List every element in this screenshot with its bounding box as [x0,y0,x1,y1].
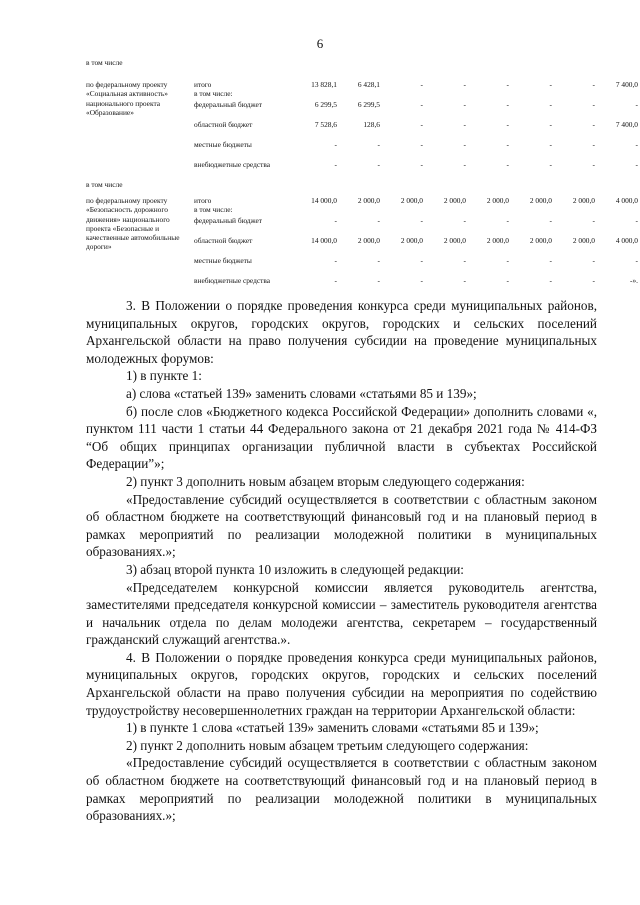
funding-category: местные бюджеты [194,140,252,149]
paragraph: 3) абзац второй пункта 10 изложить в следующей редакции: [126,561,464,577]
amount-cell: 4 000,0 [615,196,638,205]
paragraph: «Предоставление субсидий осуществляется в соответствии с областным законом об областном бюджете на соответствующий финансовый год и на плановый период в рамках мероприятий по реализации молодежной политики в муниципальных образованиях.»; [86,755,597,824]
amount-cell: - [420,160,423,169]
amount-cell: -». [629,276,638,285]
amount-cell: - [506,216,509,225]
amount-cell: - [592,160,595,169]
amount-cell: - [463,276,466,285]
amount-cell: - [506,276,509,285]
amount-cell: - [592,120,595,129]
amount-cell: - [463,120,466,129]
funding-category: внебюджетные средства [194,276,271,285]
amount-cell: 6 299,5 [314,100,337,109]
budget-row [86,196,638,216]
amount-cell: 2 000,0 [529,196,552,205]
amount-cell: 2 000,0 [443,196,466,205]
amount-cell: - [420,256,423,265]
amount-cell: - [592,140,595,149]
project-name: по федеральному проекту «Безопасность дорожного движения» национального проекта «Безопасные и качественные автомобильные дороги» [86,196,180,252]
amount-cell: - [420,216,423,225]
amount-cell: - [549,276,552,285]
amount-cell: 4 000,0 [615,236,638,245]
paragraph: 3. В Положении о порядке проведения конкурса среди муниципальных районов, муниципальных округов, городских округов, городских и сельских поселений Архангельской области на право получения субсидии на проведение муниципальных молодежных форумов: [86,298,597,366]
amount-cell: - [334,216,337,225]
amount-cell: 2 000,0 [400,236,423,245]
paragraph: 2) пункт 2 дополнить новым абзацем третьим следующего содержания: [126,737,529,753]
amount-cell: 6 428,1 [357,80,380,89]
project-name: по федеральному проекту «Социальная активность» национального проекта «Образование» [86,80,168,117]
amount-cell: 2 000,0 [400,196,423,205]
amount-cell: - [334,160,337,169]
amount-cell: 2 000,0 [572,196,595,205]
amount-cell: - [420,120,423,129]
amount-cell: 2 000,0 [443,236,466,245]
amount-cell: - [377,216,380,225]
amount-cell: - [377,160,380,169]
amount-cell: - [549,160,552,169]
amount-cell: - [420,100,423,109]
amount-cell: - [635,140,638,149]
amount-cell: - [549,216,552,225]
funding-category: областной бюджет [194,120,253,129]
amount-cell: - [506,80,509,89]
amount-cell: - [635,216,638,225]
amount-cell: - [549,140,552,149]
amount-cell: - [549,100,552,109]
amount-cell: - [334,276,337,285]
funding-category: областной бюджет [194,236,253,245]
budget-row [86,80,638,100]
paragraph: 4. В Положении о порядке проведения конкурса среди муниципальных районов, муниципальных округов, городских округов, городских и сельских поселений Архангельской области на право получения субсидии на мероприятия по содействию трудоустройству несовершеннолетних граждан на территории Архангельской области: [86,649,597,718]
amount-cell: - [592,216,595,225]
amount-cell: - [463,256,466,265]
funding-category: итого в том числе: [194,80,233,99]
paragraph: 1) в пункте 1: [126,368,202,384]
amount-cell: - [549,120,552,129]
amount-cell: - [506,140,509,149]
amount-cell: - [592,276,595,285]
amount-cell: - [377,276,380,285]
amount-cell: - [506,120,509,129]
page-number: 6 [316,36,324,51]
amount-cell: - [592,100,595,109]
amount-cell: - [377,140,380,149]
paragraph: «Председателем конкурсной комиссии является руководитель агентства, заместителями председателя конкурсной комиссии – заместитель руководителя агентства и начальник отдела по делам молодежи агентства, секретарем – государственный гражданский служащий агентства.». [86,579,597,648]
amount-cell: 14 000,0 [311,196,337,205]
amount-cell: 2 000,0 [486,236,509,245]
funding-category: итого в том числе: [194,196,233,215]
section1-label: в том числе [86,58,123,67]
amount-cell: - [549,80,552,89]
amount-cell: - [377,256,380,265]
amount-cell: - [635,160,638,169]
amount-cell: - [420,276,423,285]
amount-cell: - [334,140,337,149]
amount-cell: 128,6 [363,120,380,129]
paragraph: б) после слов «Бюджетного кодекса Российской Федерации» дополнить словами «, пунктом 111 части 1 статьи 44 Федерального закона от 21 декабря 2021 года № 414-ФЗ “Об общих принципах организации публичной власти в субъектах Российской Федерации”»; [86,403,597,472]
amount-cell: 2 000,0 [486,196,509,205]
amount-cell: - [506,160,509,169]
funding-category: федеральный бюджет [194,100,263,109]
amount-cell: 7 528,6 [314,120,337,129]
amount-cell: 13 828,1 [311,80,337,89]
amount-cell: 2 000,0 [529,236,552,245]
amount-cell: - [635,100,638,109]
amount-cell: - [463,160,466,169]
amount-cell: 7 400,0 [615,80,638,89]
amount-cell: - [592,80,595,89]
amount-cell: - [463,80,466,89]
paragraph: 1) в пункте 1 слова «статьей 139» заменить словами «статьями 85 и 139»; [126,720,539,736]
amount-cell: - [592,256,595,265]
amount-cell: 14 000,0 [311,236,337,245]
amount-cell: - [463,216,466,225]
funding-category: местные бюджеты [194,256,252,265]
budget-table-road-safety [86,196,638,296]
amount-cell: 2 000,0 [357,236,380,245]
amount-cell: - [549,256,552,265]
section2-label: в том числе [86,180,123,189]
amount-cell: - [334,256,337,265]
amount-cell: 6 299,5 [357,100,380,109]
amount-cell: - [463,140,466,149]
paragraph: 2) пункт 3 дополнить новым абзацем вторым следующего содержания: [126,473,525,489]
amount-cell: 7 400,0 [615,120,638,129]
amount-cell: - [463,100,466,109]
budget-table-social-activity [86,80,638,180]
amount-cell: - [506,100,509,109]
amount-cell: 2 000,0 [572,236,595,245]
amount-cell: 2 000,0 [357,196,380,205]
paragraph: а) слова «статьей 139» заменить словами «статьями 85 и 139»; [126,385,477,401]
amount-cell: - [635,256,638,265]
paragraph: «Предоставление субсидий осуществляется в соответствии с областным законом об областном бюджете на соответствующий финансовый год и на плановый период в рамках мероприятий по реализации молодежной политики в муниципальных образованиях.»; [86,491,597,560]
funding-category: внебюджетные средства [194,160,271,169]
amount-cell: - [420,140,423,149]
amount-cell: - [506,256,509,265]
document-body [86,297,597,825]
funding-category: федеральный бюджет [194,216,263,225]
amount-cell: - [420,80,423,89]
